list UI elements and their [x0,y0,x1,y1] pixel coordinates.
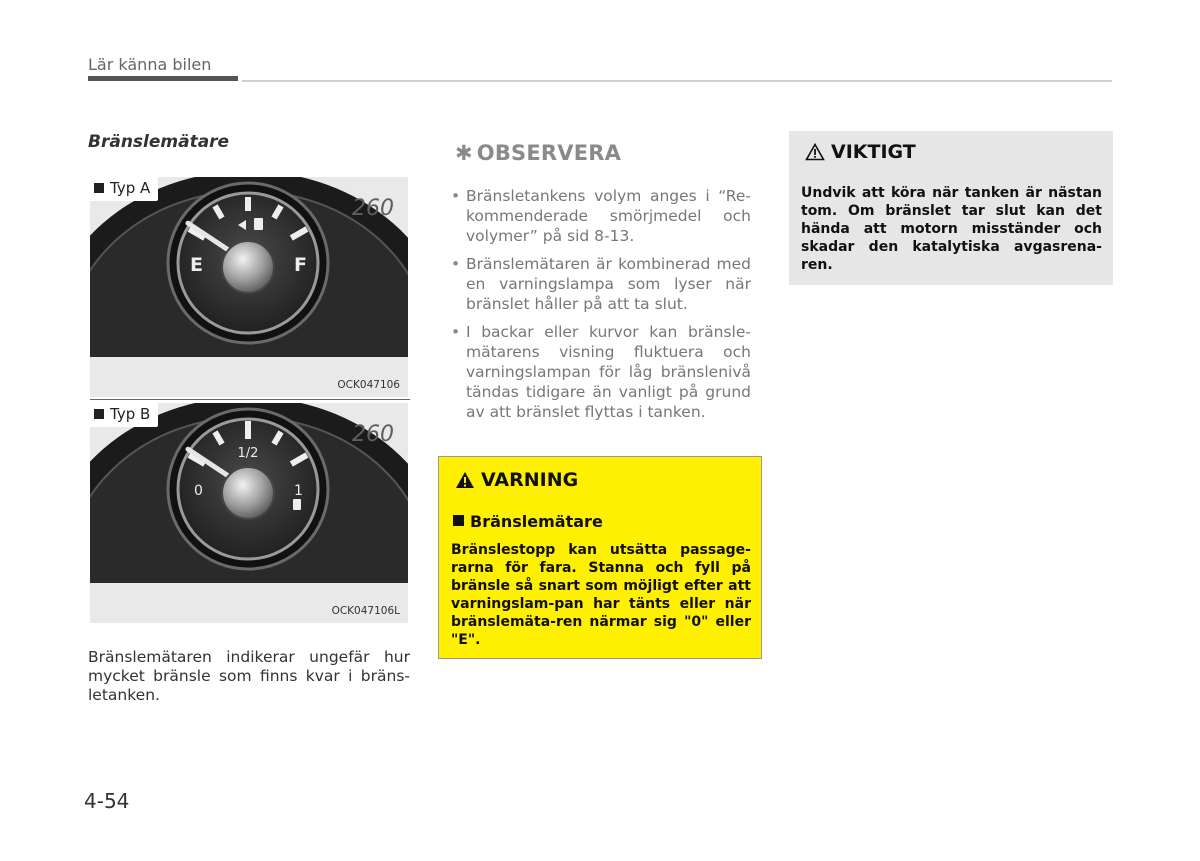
gauge-a-empty-label: E [190,254,203,276]
figure-code-b: OCK047106L [331,605,400,617]
list-item: • Bränslemätaren är kombinerad med en varningslampa som lyser när bränslet håller på att ta slut. [449,254,751,314]
square-bullet-icon [94,409,104,419]
fuel-gauge-figure-a [90,177,408,397]
important-heading [805,141,916,163]
caution-triangle-icon [805,143,825,161]
speed-label-a: 260 [352,196,394,221]
figure-tag-b [90,403,158,427]
gauge-b-full-label: 1 [294,483,303,499]
warning-subheading [453,512,603,531]
note-list [449,186,751,430]
square-bullet-icon [94,183,104,193]
gauge-a-full-label: F [294,254,307,276]
running-header: Lär känna bilen [88,55,212,74]
figure-tag-b-label: Typ B [110,405,151,423]
warning-triangle-icon [455,471,475,489]
gauge-b-half-label: 1/2 [237,446,259,461]
asterisk-icon: ✱ [455,141,473,165]
figure-code-a: OCK047106 [337,379,400,391]
warning-heading [455,469,578,491]
warning-subtitle: Bränslemätare [470,512,603,531]
square-bullet-icon [453,515,464,526]
warning-text: Bränslestopp kan utsätta passage-rarna för fara. Stanna och fyll på bränsle så snart som möjligt efter att varningslam-pan har tänts eller när bränslemäta-ren närmar sig "0" eller "E". [451,542,751,648]
section-title: Bränslemätare [88,132,230,152]
page-number: 4-54 [84,789,130,813]
note-title: OBSERVERA [476,141,622,165]
list-item: • I backar eller kurvor kan bränsle-mätarens visning fluktuera och varningslampan för låg bränslenivå tändas tidigare än vanligt på grund av att bränslet flyttas i tanken. [449,322,751,422]
fuel-gauge-figure-b [90,403,408,623]
figure-separator [90,399,410,400]
gauge-b-empty-label: 0 [194,483,203,499]
header-rule-light [242,80,1112,82]
fuel-gauge-b-illustration [90,403,408,623]
warning-box [438,456,762,659]
list-item: • Bränsletankens volym anges i “Re-kommenderade smörjmedel och volymer” på sid 8-13. [449,186,751,246]
speed-label-b: 260 [352,422,394,447]
warning-title: VARNING [481,469,579,491]
fuel-pump-icon [293,499,301,510]
important-box [789,131,1113,285]
figure-tag-a-label: Typ A [110,179,151,197]
important-text: Undvik att köra när tanken är nästan tom. Om bränslet tar slut kan det hända att motorn misständer och skadar den katalytiska avgasrena-ren. [801,185,1102,273]
note-heading [455,141,621,165]
fuel-gauge-a-illustration [90,177,408,397]
figure-tag-a [90,177,158,201]
important-title: VIKTIGT [831,141,916,163]
gauge-description: Bränslemätaren indikerar ungefär hur mycket bränsle som finns kvar i bräns-letanken. [88,648,410,704]
header-rule-dark [88,76,238,81]
